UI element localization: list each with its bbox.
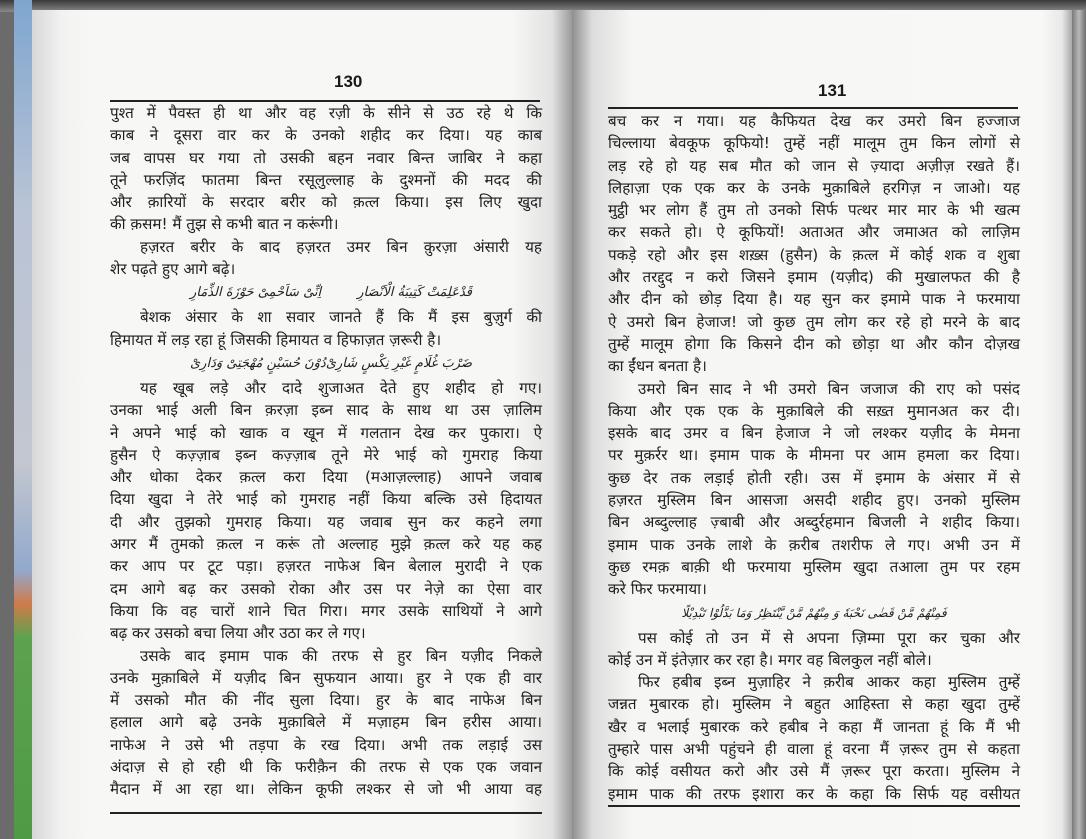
- text-line: उसके बाद इमाम पाक की तरफ से हुर बिन यज़ीद निकले: [140, 646, 542, 665]
- right-page: [572, 10, 1072, 839]
- text-line: इमाम पाक की तरफ इशारा कर के कहा कि सिर्फ यह वसीयत: [608, 784, 1020, 803]
- right-page-body: [608, 110, 1020, 805]
- text-line: उनका भाई अली बिन क़रज़ा इब्न साद के साथ था उस ज़ालिम: [110, 401, 542, 420]
- text-line: नाफेअ ने उसे भी तड़पा के रख दिया। अभी तक लड़ाई उस: [110, 735, 542, 754]
- text-line: जन्नत मुबारक हो। मुस्लिम ने बहुत आहिस्ता से कहा खुदा तुम्हें: [608, 695, 1020, 714]
- text-line: पस कोई तो उन में से अपना ज़िम्मा पूरा कर चुका और: [638, 628, 1020, 647]
- text-line: हज़रत बरीर के बाद हज़रत उमर बिन क़ुरज़ा अंसारी यह: [140, 237, 542, 256]
- text-line: पुश्त में पैवस्त ही था और वह रज़ी के सीने से उठ रहे थे कि: [110, 104, 542, 122]
- text-line: हुसैन ऐ कज़्ज़ाब इब्न कज़्ज़ाब तूने मेरे भाई को गुमराह किया: [110, 445, 542, 464]
- footer-rule: [110, 812, 542, 814]
- footer-rule: [608, 805, 1020, 807]
- arabic-verse: [608, 601, 1020, 627]
- text-line: में उसको मौत की नींद सुला दिया। हुर के बाद नाफेअ बिन: [110, 691, 542, 710]
- text-line: दम आगे बढ़ कर उसको रोका और उस पर नेज़े का ऐसा वार: [110, 579, 542, 598]
- text-line: मैदान में आ रहा था। लेकिन कूफी लश्कर से जो भी आया वह: [110, 780, 542, 799]
- text-line: चिल्लाया बेवकूफ कूफियो! तुम्हें नहीं मालूम तुम किन लोगों से: [608, 134, 1020, 153]
- text-line: तूने फरज़िंद फातमा बिन्त रसूलुल्लाह के दुश्मनों की मदद की: [110, 170, 542, 189]
- text-line: तुम्हें मालूम होगा कि किसने दीन को छोड़ा था और कौन दोज़ख: [608, 334, 1020, 353]
- text-line: अगर मैं तुमको क़त्ल न करूं तो अल्लाह मुझे क़त्ल करे यह कह: [110, 535, 542, 554]
- text-line: लिहाज़ा एक एक कर के उनके मुक़ाबिले हरगिज़ न जाओ। यह: [608, 178, 1020, 197]
- arabic-hemistich: دُوْنَ حُسَیْنٍ مُهْجَتِیْ وَدَارِیْ: [190, 355, 326, 371]
- arabic-verse: [110, 280, 542, 306]
- text-line: का ईंधन बनता है।: [608, 357, 707, 376]
- left-page-number: 130: [334, 72, 363, 91]
- text-line: दिया खुदा ने तेरे भाई को गुमराह नहीं किया बल्कि उसे हिदायत: [110, 490, 542, 509]
- right-page-number: 131: [818, 81, 847, 100]
- text-line: कुछ रमक़ बाक़ी थी फरमाया मुस्लिम खुदा तआला तुम पर रहम: [608, 557, 1020, 576]
- arabic-hemistich: قَدْعَلِمَتْ كَتِيبَةُ الْاَنْصَارِ: [357, 285, 472, 301]
- text-line: इमाम पाक उनके लाशे के क़रीब तशरीफ ले गए। अभी उन में: [608, 535, 1020, 554]
- text-line: पर मुक़र्रर था। इमाम पाक के मीमना पर आम हमला कर दिया।: [608, 446, 1020, 465]
- text-line: काब ने दूसरा वार कर के उनको शहीद कर दिया। यह काब: [110, 126, 542, 145]
- text-line: दी और तुझको गुमराह किया। यह जवाब सुन कर कहने लगा: [110, 512, 542, 531]
- text-line: मुट्ठी भर लोग हैं तुम तो उनको सिर्फ पत्थर मार मार के भी खत्म: [608, 201, 1020, 220]
- text-line: लड़ रहे हो यह सब मौत को जान से ज़्यादा अज़ीज़ रखते हैं।: [608, 156, 1020, 175]
- text-line: यह खूब लड़े और दादे शुजाअत देते हुए शहीद हो गए।: [140, 378, 542, 397]
- text-line: ने अपने भाई को खाक व खून में गलतान देख कर पुकारा। ऐ: [110, 423, 542, 442]
- text-line: और धोका देकर क़त्ल करा दिया (मआज़ल्लाह) आपने जवाब: [110, 468, 542, 487]
- text-line: खैर व भलाई मुबारक करे हबीब ने कहा मैं जानता हूं कि मैं भी: [608, 717, 1020, 736]
- left-page: [32, 10, 572, 839]
- arabic-hemistich: فَمِنْهُمْ مَّنْ قَضٰی نَحْبَهٗ وَ مِنْهُمْ مَّنْ یَّنْتَظِرُ وَمَا بَدَّلُوْا تَبْدِیْلًا: [681, 606, 947, 621]
- text-line: किया और एक एक के मुक़ाबिले की सख़्त मुमानअत कर दी।: [608, 401, 1020, 420]
- text-line: कर सकते हो। ऐ कूफियों! अताअत और जमाअत को लाज़िम: [608, 223, 1020, 242]
- arabic-hemistich: ضَرْبَ غُلَامٍ غَیْرِ نِکْسٍ شَارِیْ: [325, 355, 472, 371]
- book-right-edge: [1072, 10, 1086, 839]
- text-line: शेर पढ़ते हुए आगे बढ़े।: [110, 260, 236, 279]
- text-line: बेशक अंसार के शा सवार जानते हैं कि मैं इस बुज़ुर्ग की: [140, 308, 542, 327]
- book-cover-edge: [14, 0, 32, 839]
- text-line: कर आप पर टूट पड़ा। हज़रत नाफेअ बिन बेलाल मुरादी ने एक: [110, 557, 542, 576]
- text-line: उनके मुक़ाबिले में यज़ीद बिन सुफयान आया। हुर ने एक ही वार: [110, 668, 542, 687]
- text-line: किया कि वह चारों शाने चित गिरा। मगर उसके साथियों ने आगे: [110, 601, 542, 620]
- text-line: और क़ारियों के सरदार बरीर को क़त्ल किया। इस लिए खुदा: [110, 193, 542, 212]
- text-line: पकड़े रहो और इस शख़्स (हुसैन) के क़त्ल में कोई शक व शुबा: [608, 245, 1020, 264]
- text-line: हज़रत मुस्लिम बिन आसजा असदी शहीद हुए। उनको मुस्लिम: [608, 491, 1020, 510]
- arabic-hemistich: اِنِّیْ سَاَحْمِیْ حَوْزَةَ الذِّمَارِ: [190, 285, 322, 301]
- header-rule: [608, 107, 1018, 109]
- text-line: और तरद्दुद न करो जिसने इमाम (यज़ीद) की मुखालफत की है: [608, 268, 1020, 287]
- text-line: बच कर न गया। यह कैफियत देख कर उमरो बिन हज्जाज: [608, 112, 1020, 130]
- text-line: जब वापस घर गया तो उसकी बहन नवार बिन्त जाबिर ने कहा: [110, 148, 542, 167]
- text-line: कि कोई वसीयत करो और उसे मैं ज़रूर पूरा करता। मुस्लिम ने: [608, 762, 1020, 781]
- arabic-verse: [110, 351, 542, 377]
- text-line: करे फिर फरमाया।: [608, 580, 707, 599]
- text-line: और दीन को छोड़ दिया है। यह सुन कर इमामे पाक ने फरमाया: [608, 290, 1020, 309]
- text-line: हिमायत में लड़ रहा हूं जिसकी हिमायत व हिफाज़त ज़रूरी है।: [110, 330, 442, 349]
- text-line: तुम्हारे पास अभी पहुंचने ही वाला हूं वरना मैं ज़रूर तुम से कहता: [608, 740, 1020, 759]
- text-line: हलाल आगे बढ़े उनके मुक़ाबिले में मज़ाहम बिन हरीस आया।: [110, 713, 542, 732]
- text-line: कोई उन में इंतेज़ार कर रहा है। मगर वह बिलकुल नहीं बोले।: [608, 650, 932, 669]
- text-line: फिर हबीब इब्न मुज़ाहिर ने क़रीब आकर कहा मुस्लिम तुम्हें: [638, 673, 1020, 692]
- text-line: बिन अब्दुल्लाह ज़्बाबी और अब्दुर्रहमान बिजली ने शहीद किया।: [608, 513, 1020, 532]
- text-line: बढ़ कर उसको बचा लिया और उठा कर ले गए।: [110, 624, 366, 643]
- text-line: उमरो बिन साद ने भी उमरो बिन जजाज की राए को पसंद: [638, 379, 1020, 398]
- text-line: अंदाज़ से हो रही थी कि फरीक़ैन की तरफ से एक एक जवान: [110, 758, 542, 777]
- left-page-body: [110, 102, 542, 801]
- text-line: ऐ उमरो बिन हेजाज! जो कुछ तुम लोग कर रहे हो मरने के बाद: [608, 312, 1020, 331]
- text-line: कुछ देर तक लड़ाई होती रही। उस में इमाम के अंसार में से: [608, 468, 1020, 487]
- text-line: इसके बाद उमर व बिन हेजाज ने जो लश्कर यज़ीद के मेमना: [608, 424, 1020, 443]
- text-line: की क़सम! मैं तुझ से कभी बात न करूंगी।: [110, 215, 339, 234]
